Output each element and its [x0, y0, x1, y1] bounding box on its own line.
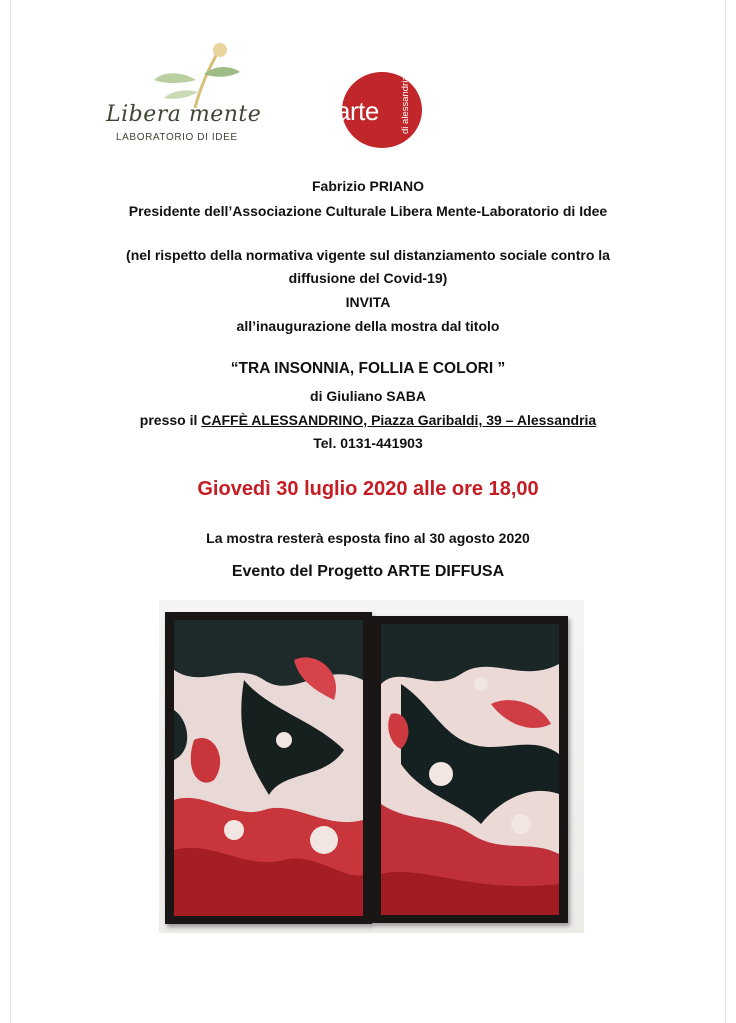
project-event: Evento del Progetto ARTE DIFFUSA — [231, 563, 505, 580]
president-role: Presidente dell’Associazione Culturale Libera Mente-Laboratorio di Idee — [128, 203, 608, 219]
covid-note-line2: diffusione del Covid-19) — [288, 270, 448, 286]
painting-left — [165, 612, 372, 924]
venue-line — [0, 412, 736, 428]
artist-name: di Giuliano SABA — [310, 388, 426, 404]
libera-mente-subtitle: LABORATORIO DI IDEE — [116, 132, 238, 143]
libera-mente-logo — [100, 40, 270, 150]
exhibition-until: La mostra resterà esposta fino al 30 agosto 2020 — [206, 530, 530, 546]
arte-vertical-text: di alessandria — [400, 75, 411, 134]
invita-heading: INVITA — [345, 294, 391, 310]
president-name: Fabrizio PRIANO — [311, 178, 424, 194]
abstract-painting-right — [381, 624, 559, 915]
painting-right — [372, 616, 568, 923]
arte-alessandria-logo — [336, 72, 430, 148]
exhibition-title: “TRA INSONNIA, FOLLIA E COLORI ” — [230, 360, 506, 377]
plant-icon — [100, 40, 270, 110]
inauguration-text: all’inaugurazione della mostra dal titolo — [236, 318, 500, 334]
abstract-painting-left — [174, 620, 363, 916]
arte-word: arte — [336, 96, 379, 126]
covid-note-line1: (nel rispetto della normativa vigente sul distanziamento sociale contro la — [126, 247, 610, 263]
libera-mente-script: Libera mente — [106, 102, 262, 127]
event-date: Giovedì 30 luglio 2020 alle ore 18,00 — [197, 478, 539, 500]
paintings-photo — [159, 600, 584, 933]
venue-prefix: presso il — [139, 412, 202, 428]
telephone: Tel. 0131-441903 — [313, 435, 423, 451]
venue-address: CAFFÈ ALESSANDRINO, Piazza Garibaldi, 39 – Alessandria — [201, 412, 597, 428]
